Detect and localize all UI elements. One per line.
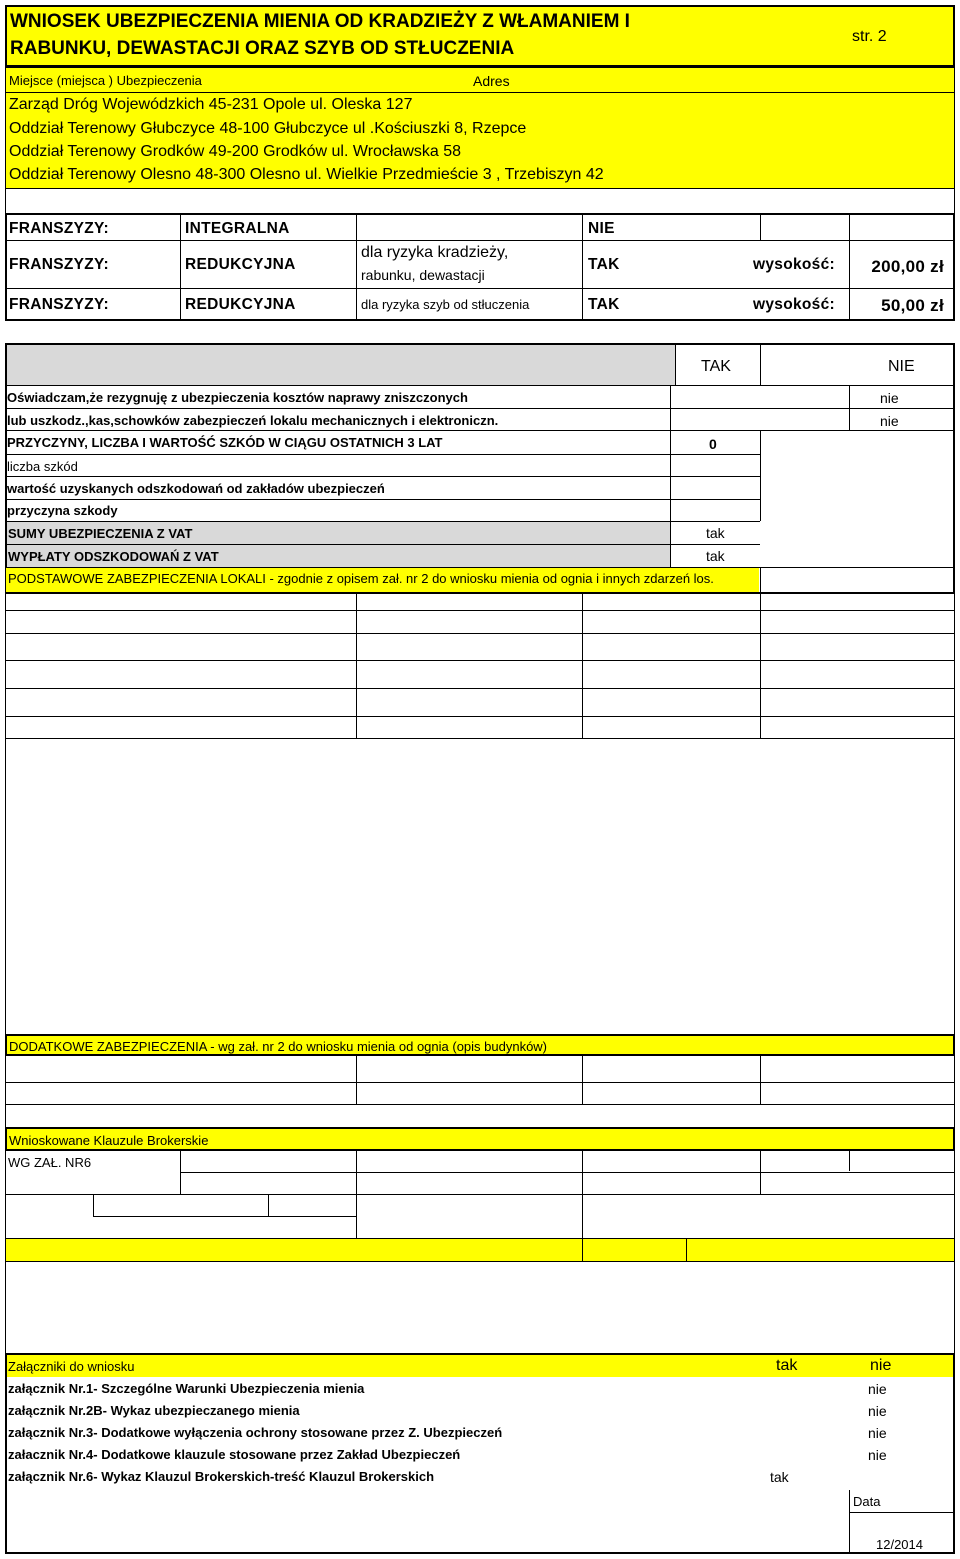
franchise-height-label: wysokość:: [753, 256, 835, 273]
location-list: [5, 93, 955, 189]
clauses-title: Wnioskowane Klauzule Brokerskie: [9, 1133, 209, 1148]
attachment-item: załącznik Nr.2B- Wykaz ubezpieczanego mienia: [8, 1403, 300, 1418]
clauses-ref: WG ZAŁ. NR6: [8, 1155, 92, 1170]
franchise-amount: 50,00 zł: [881, 296, 944, 315]
franchise-label: FRANSZYZY:: [9, 296, 110, 313]
franchise-label: FRANSZYZY:: [9, 256, 110, 273]
location-line: Oddział Terenowy Olesno 48-300 Olesno ul. Wielkie Przedmieście 3 , Trzebiszyn 42: [9, 166, 604, 183]
franchise-label: FRANSZYZY:: [9, 220, 110, 237]
attachment-item: załacznik Nr.4- Dodatkowe klauzule stosowane przez Zakład Ubezpieczeń: [8, 1447, 461, 1462]
franchise-desc: dla ryzyka szyb od stłuczenia: [361, 297, 530, 312]
attachments-col-no: nie: [870, 1357, 892, 1374]
payouts-label: WYPŁATY ODSZKODOWAŃ Z VAT: [8, 549, 219, 564]
attachments-col-yes: tak: [776, 1357, 798, 1374]
claims-value: 0: [709, 436, 717, 452]
col-yes-header: TAK: [701, 358, 731, 375]
attachment-item: załącznik Nr.3- Dodatkowe wyłączenia ochrony stosowane przez Z. Ubezpieczeń: [8, 1425, 503, 1440]
form-title-line2: RABUNKU, DEWASTACJI ORAZ SZYB OD STŁUCZENIA: [10, 38, 515, 59]
security-grid: [5, 594, 955, 739]
empty-row: [5, 188, 955, 214]
address-label: Adres: [473, 73, 510, 89]
form-title-line1: WNIOSEK UBEZPIECZENIA MIENIA OD KRADZIEŻY Z WŁAMANIEM I: [10, 11, 630, 32]
franchise-desc: dla ryzyka kradzieży,: [361, 244, 509, 261]
clauses-grid: [5, 1151, 955, 1239]
franchise-type: INTEGRALNA: [185, 220, 290, 237]
franchise-flag: NIE: [588, 220, 615, 237]
attachment-no: nie: [868, 1403, 887, 1419]
franchise-flag: TAK: [588, 256, 620, 273]
location-line: Oddział Terenowy Grodków 49-200 Grodków ul. Wrocławska 58: [9, 143, 462, 160]
declaration-value: nie: [880, 390, 899, 406]
claims-count-label: liczba szkód: [7, 459, 78, 474]
payouts-value: tak: [706, 548, 725, 564]
attachments-title-bar: [7, 1355, 953, 1377]
page-number: str. 2: [852, 28, 887, 45]
date-label: Data: [853, 1494, 881, 1509]
sums-label: SUMY UBEZPIECZENIA Z VAT: [8, 526, 193, 541]
franchise-desc: rabunku, dewastacji: [361, 267, 485, 283]
col-no-header: NIE: [888, 358, 915, 375]
franchise-type: REDUKCYJNA: [185, 296, 296, 313]
security-notes-area: [5, 738, 955, 1035]
attachment-no: nie: [868, 1447, 887, 1463]
franchise-height-label: wysokość:: [753, 296, 835, 313]
attachment-no: nie: [868, 1381, 887, 1397]
claims-title: PRZYCZYNY, LICZBA I WARTOŚĆ SZKÓD W CIĄGU OSTATNICH 3 LAT: [7, 435, 443, 450]
basic-security-text: PODSTAWOWE ZABEZPIECZENIA LOKALI - zgodnie z opisem zał. nr 2 do wniosku mienia od ognia i innych zdarzeń los.: [8, 571, 714, 586]
location-label: Miejsce (miejsca ) Ubezpieczenia: [9, 73, 202, 88]
additional-security-text: DODATKOWE ZABEZPIECZENIA - wg zał. nr 2 do wniosku mienia od ognia (opis budynków): [9, 1039, 548, 1054]
sums-value: tak: [706, 525, 725, 541]
location-label-bar: [5, 67, 955, 93]
additional-security-grid: [5, 1056, 955, 1128]
attachment-item: załącznik Nr.6- Wykaz Klauzul Brokerskich-treść Klauzul Brokerskich: [8, 1469, 435, 1484]
franchise-flag: TAK: [588, 296, 620, 313]
date-value: 12/2014: [876, 1537, 923, 1552]
empty-block: [5, 1262, 955, 1354]
franchise-amount: 200,00 zł: [871, 257, 944, 276]
claims-cause-label: przyczyna szkody: [7, 503, 118, 518]
additional-security-bar: [5, 1034, 955, 1056]
clauses-bar: [5, 1127, 955, 1151]
declaration-line1: Oświadczam,że rezygnuję z ubezpieczenia kosztów naprawy zniszczonych: [7, 390, 468, 405]
header-band: [5, 5, 955, 67]
declaration-line2: lub uszkodz.,kas,schowków zabezpieczeń lokalu mechanicznych i elektroniczn.: [7, 413, 499, 428]
declaration-value: nie: [880, 413, 899, 429]
claims-amount-label: wartość uzyskanych odszkodowań od zakładów ubezpieczeń: [7, 481, 385, 496]
basic-security-bar: [6, 568, 759, 592]
location-line: Zarząd Dróg Wojewódzkich 45-231 Opole ul. Oleska 127: [9, 96, 413, 113]
location-line: Oddział Terenowy Głubczyce 48-100 Głubczyce ul .Kościuszki 8, Rzepce: [9, 120, 527, 137]
attachments-title: Załączniki do wniosku: [8, 1359, 135, 1374]
empty-yellow-bar: [5, 1238, 955, 1262]
franchise-type: REDUKCYJNA: [185, 256, 296, 273]
attachment-yes: tak: [770, 1469, 789, 1485]
attachment-no: nie: [868, 1425, 887, 1441]
attachment-item: załącznik Nr.1- Szczególne Warunki Ubezpieczenia mienia: [8, 1381, 365, 1396]
